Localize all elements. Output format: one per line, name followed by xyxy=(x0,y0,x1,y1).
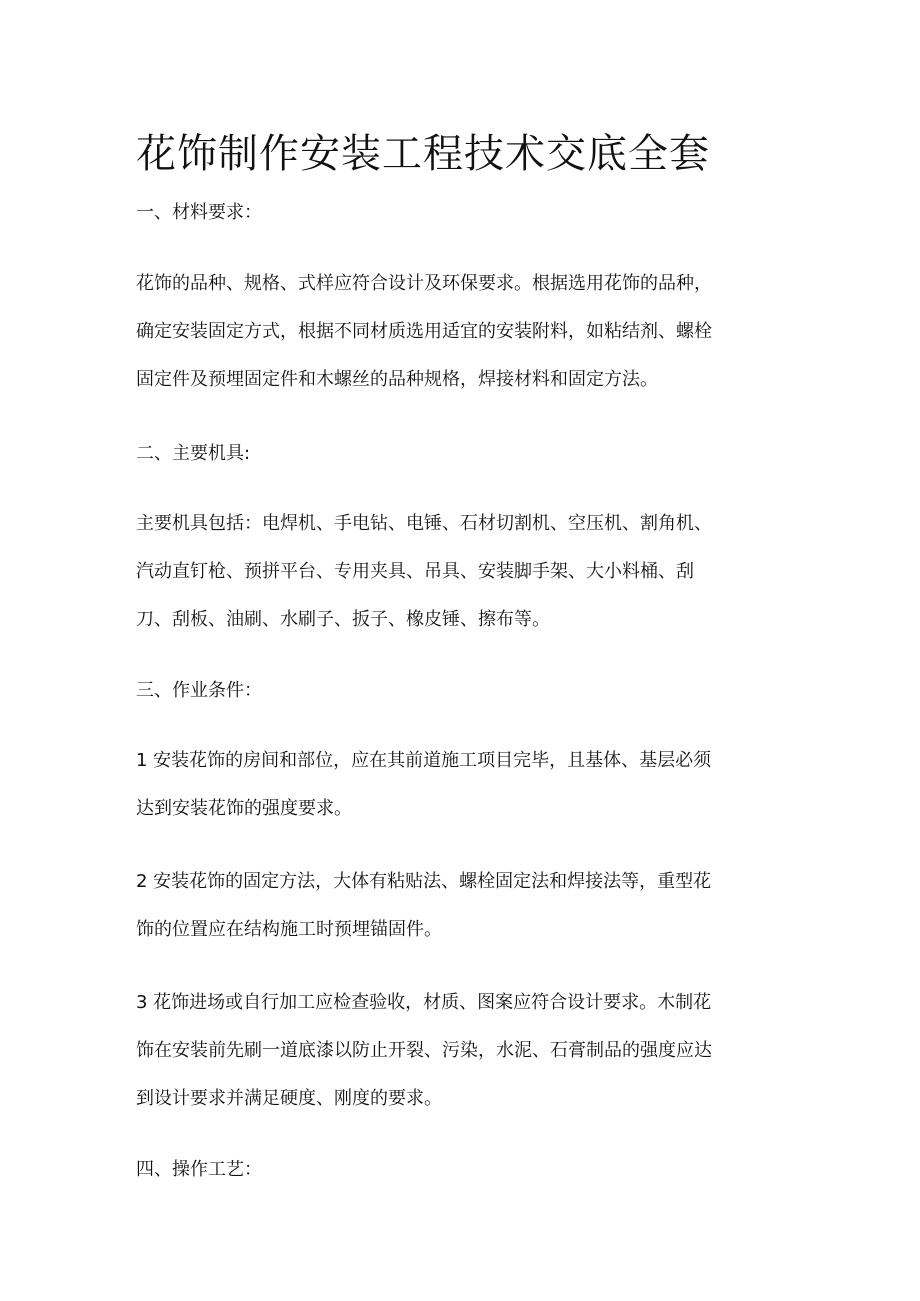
paragraph-condition-3 xyxy=(136,979,796,1123)
paragraph-line: 2 安装花饰的固定方法，大体有粘贴法、螺栓固定法和焊接法等，重型花 xyxy=(136,871,712,892)
paragraph-line: 达到安装花饰的强度要求。 xyxy=(136,798,352,819)
paragraph-line: 确定安装固定方式，根据不同材质选用适宜的安装附料，如粘结剂、螺栓 xyxy=(136,321,712,342)
section-heading-operation: 四、操作工艺： xyxy=(136,1159,262,1180)
paragraph-line: 花饰的品种、规格、式样应符合设计及环保要求。根据选用花饰的品种， xyxy=(136,273,712,294)
paragraph-materials xyxy=(136,260,796,404)
paragraph-line: 刀、刮板、油刷、水刷子、扳子、橡皮锤、擦布等。 xyxy=(136,609,550,630)
paragraph-line: 饰的位置应在结构施工时预埋锚固件。 xyxy=(136,919,442,940)
paragraph-equipment xyxy=(136,500,796,644)
paragraph-line: 主要机具包括：电焊机、手电钻、电锤、石材切割机、空压机、割角机、 xyxy=(136,513,712,534)
paragraph-condition-2 xyxy=(136,858,796,954)
paragraph-line: 固定件及预埋固定件和木螺丝的品种规格，焊接材料和固定方法。 xyxy=(136,369,658,390)
section-heading-materials: 一、材料要求： xyxy=(136,202,262,223)
paragraph-condition-1 xyxy=(136,737,796,833)
paragraph-line: 饰在安装前先刷一道底漆以防止开裂、污染，水泥、石膏制品的强度应达 xyxy=(136,1040,712,1061)
document-title: 花饰制作安装工程技术交底全套 xyxy=(136,131,710,177)
section-heading-conditions: 三、作业条件： xyxy=(136,680,262,701)
paragraph-line: 3 花饰进场或自行加工应检查验收，材质、图案应符合设计要求。木制花 xyxy=(136,992,712,1013)
section-heading-equipment: 二、主要机具: xyxy=(136,443,251,464)
paragraph-line: 1 安装花饰的房间和部位，应在其前道施工项目完毕，且基体、基层必须 xyxy=(136,750,712,771)
paragraph-line: 到设计要求并满足硬度、刚度的要求。 xyxy=(136,1088,442,1109)
paragraph-line: 汽动直钉枪、预拼平台、专用夹具、吊具、安装脚手架、大小料桶、刮 xyxy=(136,561,694,582)
